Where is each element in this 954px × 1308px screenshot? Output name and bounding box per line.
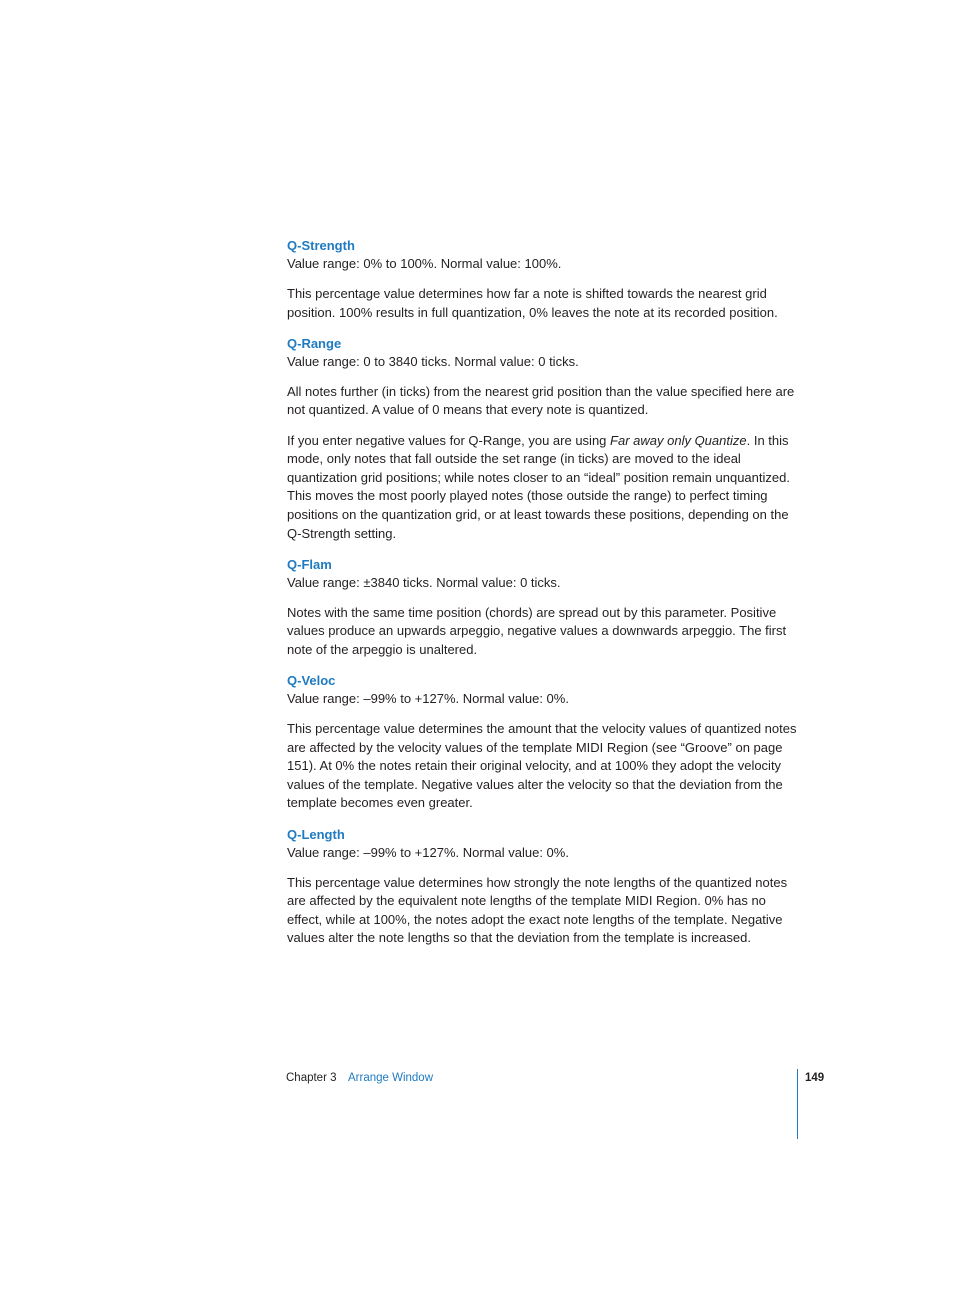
value-range-q-flam: Value range: ±3840 ticks. Normal value: 0 ticks.	[287, 574, 561, 590]
paragraph: This percentage value determines the amount that the velocity values of quantized notes are affected by the velocity values of the template MIDI Region (see “Groove” on page 151). At 0% the notes retain their original velocity, and at 100% they adopt the velocity values of the template. Negative values alter the velocity so that the deviation from the template becomes even greater.	[287, 721, 797, 811]
paragraph-text: . In this mode, only notes that fall outside the set range (in ticks) are moved to the ideal quantization grid positions; while notes closer to an “ideal” position remain unquantized. This moves the most poorly played notes (those outside the range) to perfect timing positions on the quantization grid, or at least towards these positions, depending on the Q-Strength setting.	[287, 432, 790, 541]
paragraph: All notes further (in ticks) from the nearest grid position than the value specified here are not quantized. A value of 0 means that every note is quantized.	[287, 383, 795, 418]
page-content	[287, 236, 797, 960]
section-heading-q-range: Q-Range	[287, 335, 342, 351]
section-heading-q-flam: Q-Flam	[287, 556, 332, 572]
section-heading-q-veloc: Q-Veloc	[287, 673, 336, 688]
paragraph: Notes with the same time position (chords) are spread out by this parameter. Positive values produce an upwards arpeggio, negative values a downwards arpeggio. The first note of the arpeggio is unaltered.	[287, 604, 787, 657]
footer-chapter-label: Chapter 3	[286, 1072, 337, 1084]
value-range-q-strength: Value range: 0% to 100%. Normal value: 100%.	[287, 256, 562, 271]
page-number: 149	[805, 1072, 825, 1084]
value-range-q-length: Value range: –99% to +127%. Normal value: 0%.	[287, 844, 569, 860]
paragraph-far-away-quantize	[287, 432, 797, 544]
italic-term: Far away only Quantize	[610, 432, 747, 448]
value-range-q-range: Value range: 0 to 3840 ticks. Normal value: 0 ticks.	[287, 353, 579, 369]
paragraph: This percentage value determines how strongly the note lengths of the quantized notes are affected by the equivalent note lengths of the template MIDI Region. 0% has no effect, while at 100%, the notes adopt the exact note lengths of the template. Negative values alter the note lengths so that the deviation from the template is increased.	[287, 874, 788, 946]
footer-divider	[797, 1069, 798, 1139]
value-range-q-veloc: Value range: –99% to +127%. Normal value: 0%.	[287, 691, 569, 706]
paragraph-text: If you enter negative values for Q-Range, you are using	[287, 432, 611, 448]
paragraph: This percentage value determines how far a note is shifted towards the nearest grid position. 100% results in full quantization, 0% leaves the note at its recorded position.	[287, 286, 778, 320]
footer-chapter-title: Arrange Window	[348, 1072, 434, 1084]
section-heading-q-length: Q-Length	[287, 826, 345, 842]
section-heading-q-strength: Q-Strength	[287, 238, 355, 253]
